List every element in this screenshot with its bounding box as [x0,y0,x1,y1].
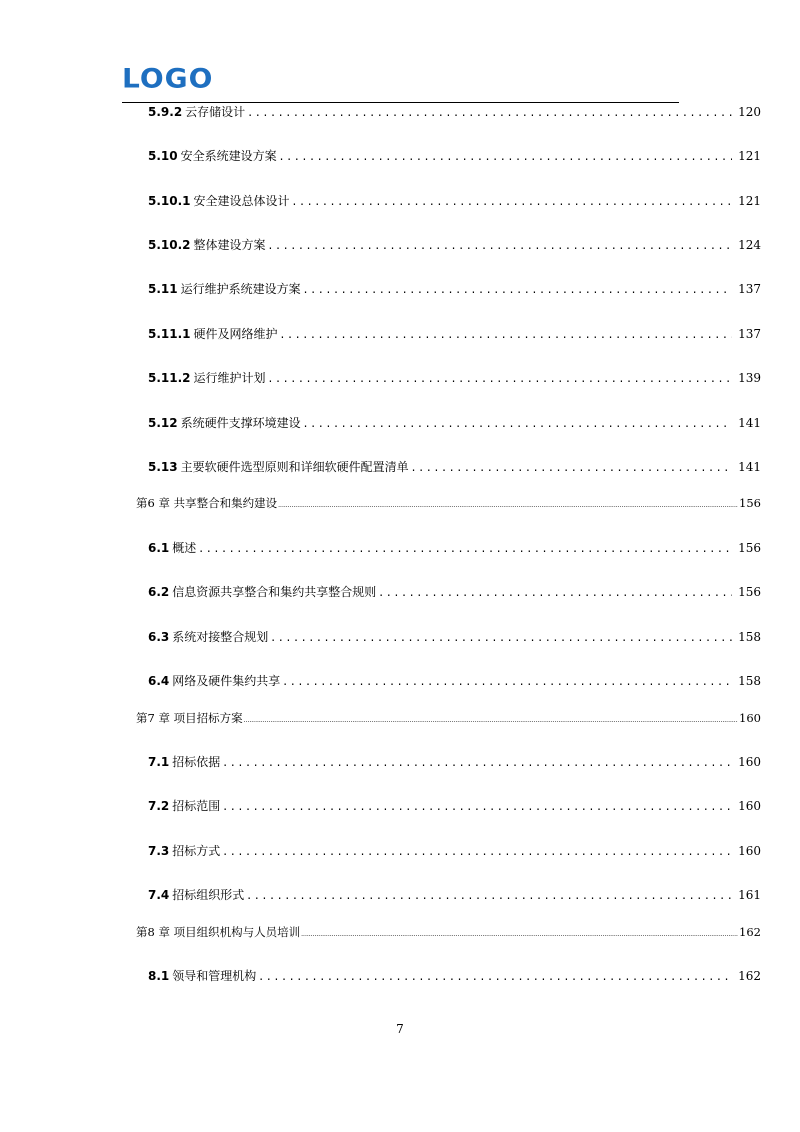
page-header [122,64,679,104]
toc-entry-page: 156 [738,541,761,555]
toc-dot-leader [259,967,732,985]
toc-entry-page: 137 [738,282,761,296]
toc-section-entry[interactable] [148,369,761,387]
toc-entry-number: 5.11 [148,282,178,296]
toc-entry-title: 安全系统建设方案 [180,149,277,163]
toc-dot-leader [223,842,732,860]
toc-entry-number: 7.4 [148,888,170,902]
toc-entry-page: 124 [738,238,761,252]
toc-entry-title: 运行维护系统建设方案 [180,282,301,296]
toc-dot-leader [301,926,738,941]
toc-dot-leader [293,192,733,210]
toc-entry-number: 6.1 [148,541,170,555]
toc-entry-page: 121 [738,194,761,208]
toc-section-entry[interactable] [148,458,761,476]
toc-dot-leader [379,583,732,601]
toc-entry-title: 硬件及网络维护 [193,327,278,341]
logo: LOGO [122,62,214,95]
toc-section-entry[interactable] [148,539,761,557]
toc-entry-page: 121 [738,149,761,163]
toc-entry-page: 137 [738,327,761,341]
toc-entry-title: 招标范围 [172,799,221,813]
toc-entry-title: 系统对接整合规划 [172,630,269,644]
toc-entry-page: 160 [738,799,761,813]
toc-chapter-entry[interactable] [136,709,761,727]
toc-entry-page: 162 [738,969,761,983]
toc-section-entry[interactable] [148,280,761,298]
toc-dot-leader [271,628,732,646]
toc-section-entry[interactable] [148,103,761,121]
toc-section-entry[interactable] [148,583,761,601]
toc-entry-title: 概述 [172,541,197,555]
toc-entry-number: 7.2 [148,799,170,813]
toc-entry-page: 158 [738,630,761,644]
toc-dot-leader [199,539,732,557]
toc-section-entry[interactable] [148,236,761,254]
toc-entry-number: 7.1 [148,755,170,769]
toc-section-entry[interactable] [148,325,761,343]
toc-entry-title: 第6 章 共享整合和集约建设 [136,496,278,510]
toc-entry-title: 招标方式 [172,844,221,858]
toc-entry-number: 5.12 [148,416,178,430]
toc-entry-number: 5.10.2 [148,238,191,252]
toc-entry-number: 5.10.1 [148,194,191,208]
toc-entry-title: 云存储设计 [185,105,246,119]
toc-section-entry[interactable] [148,628,761,646]
toc-dot-leader [269,369,733,387]
toc-entry-page: 139 [738,371,761,385]
toc-section-entry[interactable] [148,967,761,985]
toc-entry-title: 系统硬件支撑环境建设 [180,416,301,430]
toc-dot-leader [278,497,738,512]
toc-dot-leader [223,797,732,815]
toc-chapter-entry[interactable] [136,923,761,941]
toc-entry-number: 6.2 [148,585,170,599]
toc-entry-page: 160 [738,844,761,858]
toc-entry-title: 招标依据 [172,755,221,769]
toc-section-entry[interactable] [148,753,761,771]
toc-entry-number: 5.9.2 [148,105,183,119]
toc-entry-page: 160 [738,755,761,769]
toc-entry-page: 141 [738,416,761,430]
toc-entry-title: 整体建设方案 [193,238,266,252]
toc-entry-title: 第7 章 项目招标方案 [136,711,243,725]
toc-section-entry[interactable] [148,886,761,904]
toc-dot-leader [248,103,732,121]
toc-section-entry[interactable] [148,842,761,860]
toc-entry-title: 安全建设总体设计 [193,194,290,208]
toc-entry-title: 第8 章 项目组织机构与人员培训 [136,925,301,939]
toc-entry-title: 运行维护计划 [193,371,266,385]
toc-entry-number: 5.10 [148,149,178,163]
toc-entry-title: 信息资源共享整合和集约共享整合规则 [172,585,377,599]
toc-section-entry[interactable] [148,672,761,690]
toc-dot-leader [304,280,732,298]
toc-entry-page: 160 [739,711,761,725]
toc-entry-number: 6.4 [148,674,170,688]
toc-dot-leader [223,753,732,771]
toc-chapter-entry[interactable] [136,494,761,512]
toc-dot-leader [269,236,733,254]
toc-section-entry[interactable] [148,147,761,165]
toc-section-entry[interactable] [148,414,761,432]
toc-entry-page: 156 [739,496,761,510]
page-number: 7 [396,1022,404,1036]
toc-dot-leader [412,458,732,476]
toc-dot-leader [283,672,732,690]
toc-entry-page: 158 [738,674,761,688]
toc-section-entry[interactable] [148,192,761,210]
toc-dot-leader [244,712,738,727]
toc-entry-page: 120 [738,105,761,119]
toc-entry-title: 网络及硬件集约共享 [172,674,281,688]
toc-entry-page: 156 [738,585,761,599]
toc-entry-number: 6.3 [148,630,170,644]
toc-section-entry[interactable] [148,797,761,815]
toc-dot-leader [247,886,732,904]
toc-entry-page: 161 [738,888,761,902]
toc-dot-leader [280,147,732,165]
toc-entry-title: 领导和管理机构 [172,969,257,983]
toc-entry-title: 主要软硬件选型原则和详细软硬件配置清单 [180,460,409,474]
toc-dot-leader [281,325,733,343]
toc-entry-title: 招标组织形式 [172,888,245,902]
toc-entry-number: 5.11.2 [148,371,191,385]
toc-entry-number: 5.11.1 [148,327,191,341]
toc-entry-page: 162 [739,925,761,939]
toc-entry-page: 141 [738,460,761,474]
toc-entry-number: 8.1 [148,969,170,983]
toc-dot-leader [304,414,732,432]
toc-entry-number: 5.13 [148,460,178,474]
toc-entry-number: 7.3 [148,844,170,858]
